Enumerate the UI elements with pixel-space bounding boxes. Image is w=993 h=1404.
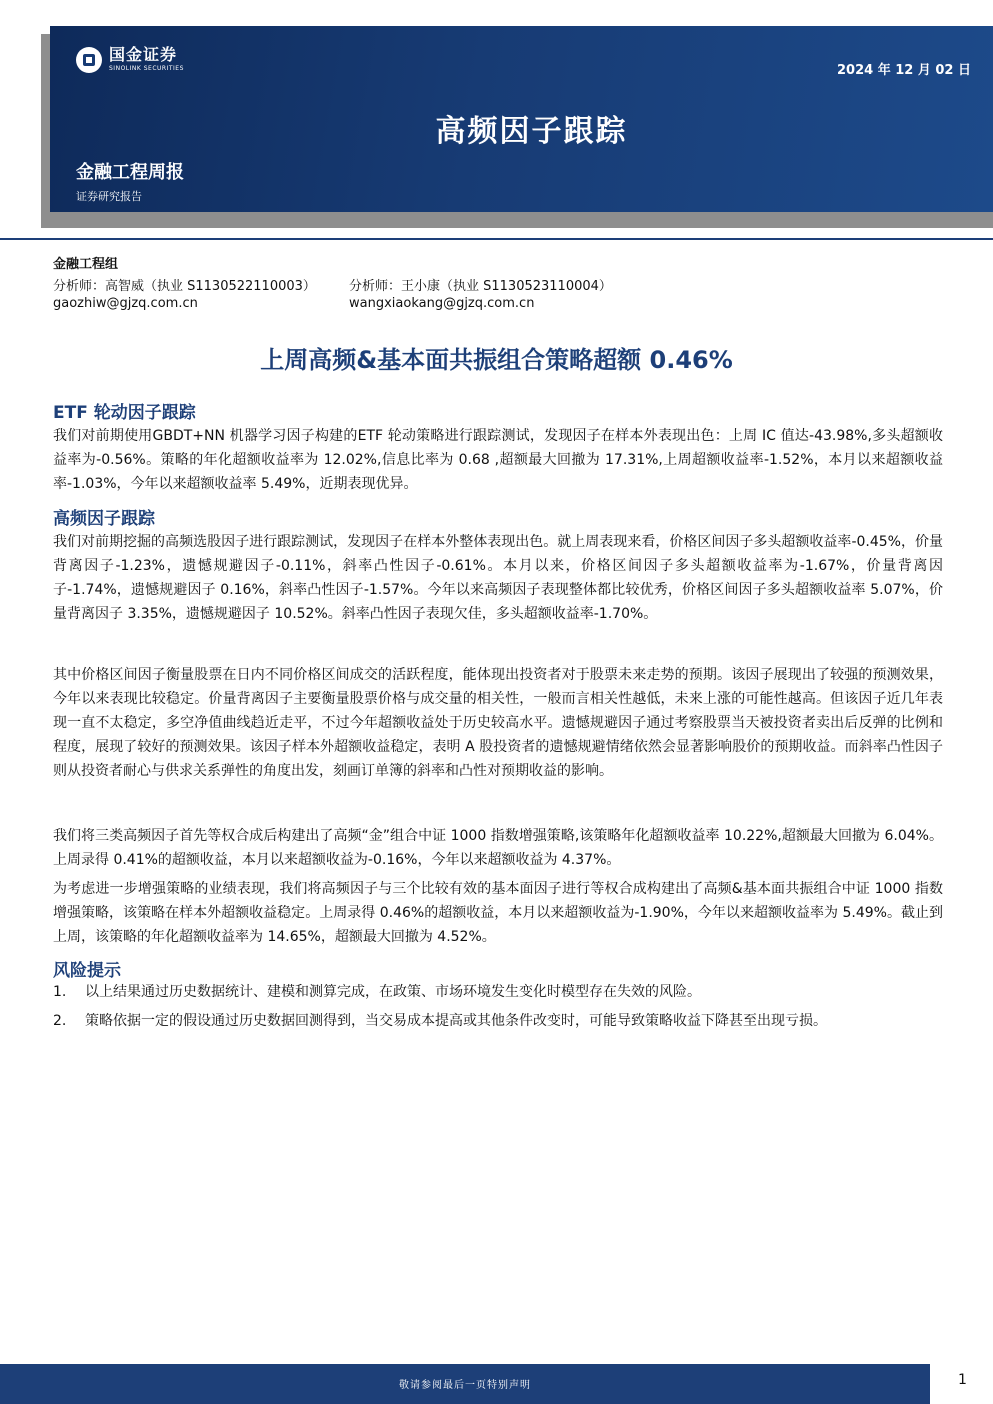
divider: [0, 238, 993, 240]
risk-item-text: 以上结果通过历史数据统计、建模和测算完成，在政策、市场环境发生变化时模型存在失效的风险。: [85, 984, 701, 1000]
section-title-hf: 高频因子跟踪: [53, 509, 155, 529]
report-title: 高频因子跟踪: [435, 114, 628, 149]
footer-notice: 敬请参阅最后一页特别声明: [399, 1380, 531, 1391]
paragraph-etf: 我们对前期使用GBDT+NN 机器学习因子构建的ETF 轮动策略进行跟踪测试，发现因子在样本外表现出色：上周 IC 值达-43.98%,多头超额收益率为-0.56%。策略的年化超额收益率为 12.02%,信息比率为 0.68 ,超额最大回撤为 17.31%,上周超额收益率-1.52%，本月以来超额收益率-1.03%，今年以来超额收益率 5.49%，近期表现优异。: [53, 428, 943, 492]
company-logo: [76, 46, 184, 73]
analyst-2: 分析师：王小康（执业 S1130523110004）: [349, 279, 612, 294]
headline: 上周高频&基本面共振组合策略超额 0.46%: [260, 346, 733, 374]
logo-mark-icon: [76, 47, 102, 73]
report-date: 2024 年 12 月 02 日: [837, 63, 971, 78]
email-line: [53, 296, 535, 311]
report-type: 金融工程周报: [76, 162, 184, 183]
report-category: 证券研究报告: [76, 190, 142, 203]
analyst-2-email[interactable]: wangxiaokang@gjzq.com.cn: [349, 296, 535, 311]
analyst-1: 分析师：高智威（执业 S1130522110003）: [53, 279, 316, 294]
logo-name-cn: 国金证券: [109, 45, 178, 64]
paragraph-hf-4: 为考虑进一步增强策略的业绩表现，我们将高频因子与三个比较有效的基本面因子进行等权合成构建出了高频&基本面共振组合中证 1000 指数增强策略，该策略在样本外超额收益稳定。上周录得 0.46%的超额收益，本月以来超额收益为-1.90%，今年以来超额收益率为 5.49%。截止到上周，该策略的年化超额收益率为 14.65%，超额最大回撤为 4.52%。: [53, 881, 943, 945]
risk-item-text: 策略依据一定的假设通过历史数据回测得到，当交易成本提高或其他条件改变时，可能导致策略收益下降甚至出现亏损。: [85, 1013, 827, 1029]
paragraph-hf-3: 我们将三类高频因子首先等权合成后构建出了高频“金”组合中证 1000 指数增强策略,该策略年化超额收益率 10.22%,超额最大回撤为 6.04%。上周录得 0.41%的超额收益，本月以来超额收益为-0.16%，今年以来超额收益为 4.37%。: [53, 828, 943, 868]
analyst-line: [53, 275, 612, 294]
logo-name-en: SINOLINK SECURITIES: [109, 65, 184, 72]
section-title-etf: ETF 轮动因子跟踪: [53, 403, 196, 423]
paragraph-hf-2: 其中价格区间因子衡量股票在日内不同价格区间成交的活跃程度，能体现出投资者对于股票未来走势的预期。该因子展现出了较强的预测效果，今年以来表现比较稳定。价量背离因子主要衡量股票价格与成交量的相关性，一般而言相关性越低，未来上涨的可能性越高。但该因子近几年表现一直不太稳定，多空净值曲线趋近走平，不过今年超额收益处于历史较高水平。遗憾规避因子通过考察股票当天被投资者卖出后反弹的比例和程度，展现了较好的预测效果。该因子样本外超额收益稳定，表明 A 股投资者的遗憾规避情绪依然会显著影响股价的预期收益。而斜率凸性因子则从投资者耐心与供求关系弹性的角度出发，刻画订单簿的斜率和凸性对预期收益的影响。: [53, 667, 943, 779]
paragraph-hf-1: 我们对前期挖掘的高频选股因子进行跟踪测试，发现因子在样本外整体表现出色。就上周表现来看，价格区间因子多头超额收益率-0.45%，价量背离因子-1.23%，遗憾规避因子-0.11%，斜率凸性因子-0.61%。本月以来，价格区间因子多头超额收益率为-1.67%，价量背离因子-1.74%，遗憾规避因子 0.16%，斜率凸性因子-1.57%。今年以来高频因子表现整体都比较优秀，价格区间因子多头超额收益率 5.07%，价量背离因子 3.35%，遗憾规避因子 10.52%。斜率凸性因子表现欠佳，多头超额收益率-1.70%。: [53, 534, 943, 622]
risk-item: [53, 1010, 943, 1058]
analyst-1-email[interactable]: gaozhiw@gjzq.com.cn: [53, 296, 198, 311]
risk-item-number: 2.: [53, 1013, 67, 1029]
risk-item-number: 1.: [53, 984, 67, 1000]
section-title-risk: 风险提示: [53, 961, 121, 981]
risk-item: [53, 981, 943, 1005]
page-number: 1: [958, 1372, 967, 1388]
research-group: 金融工程组: [53, 257, 119, 272]
